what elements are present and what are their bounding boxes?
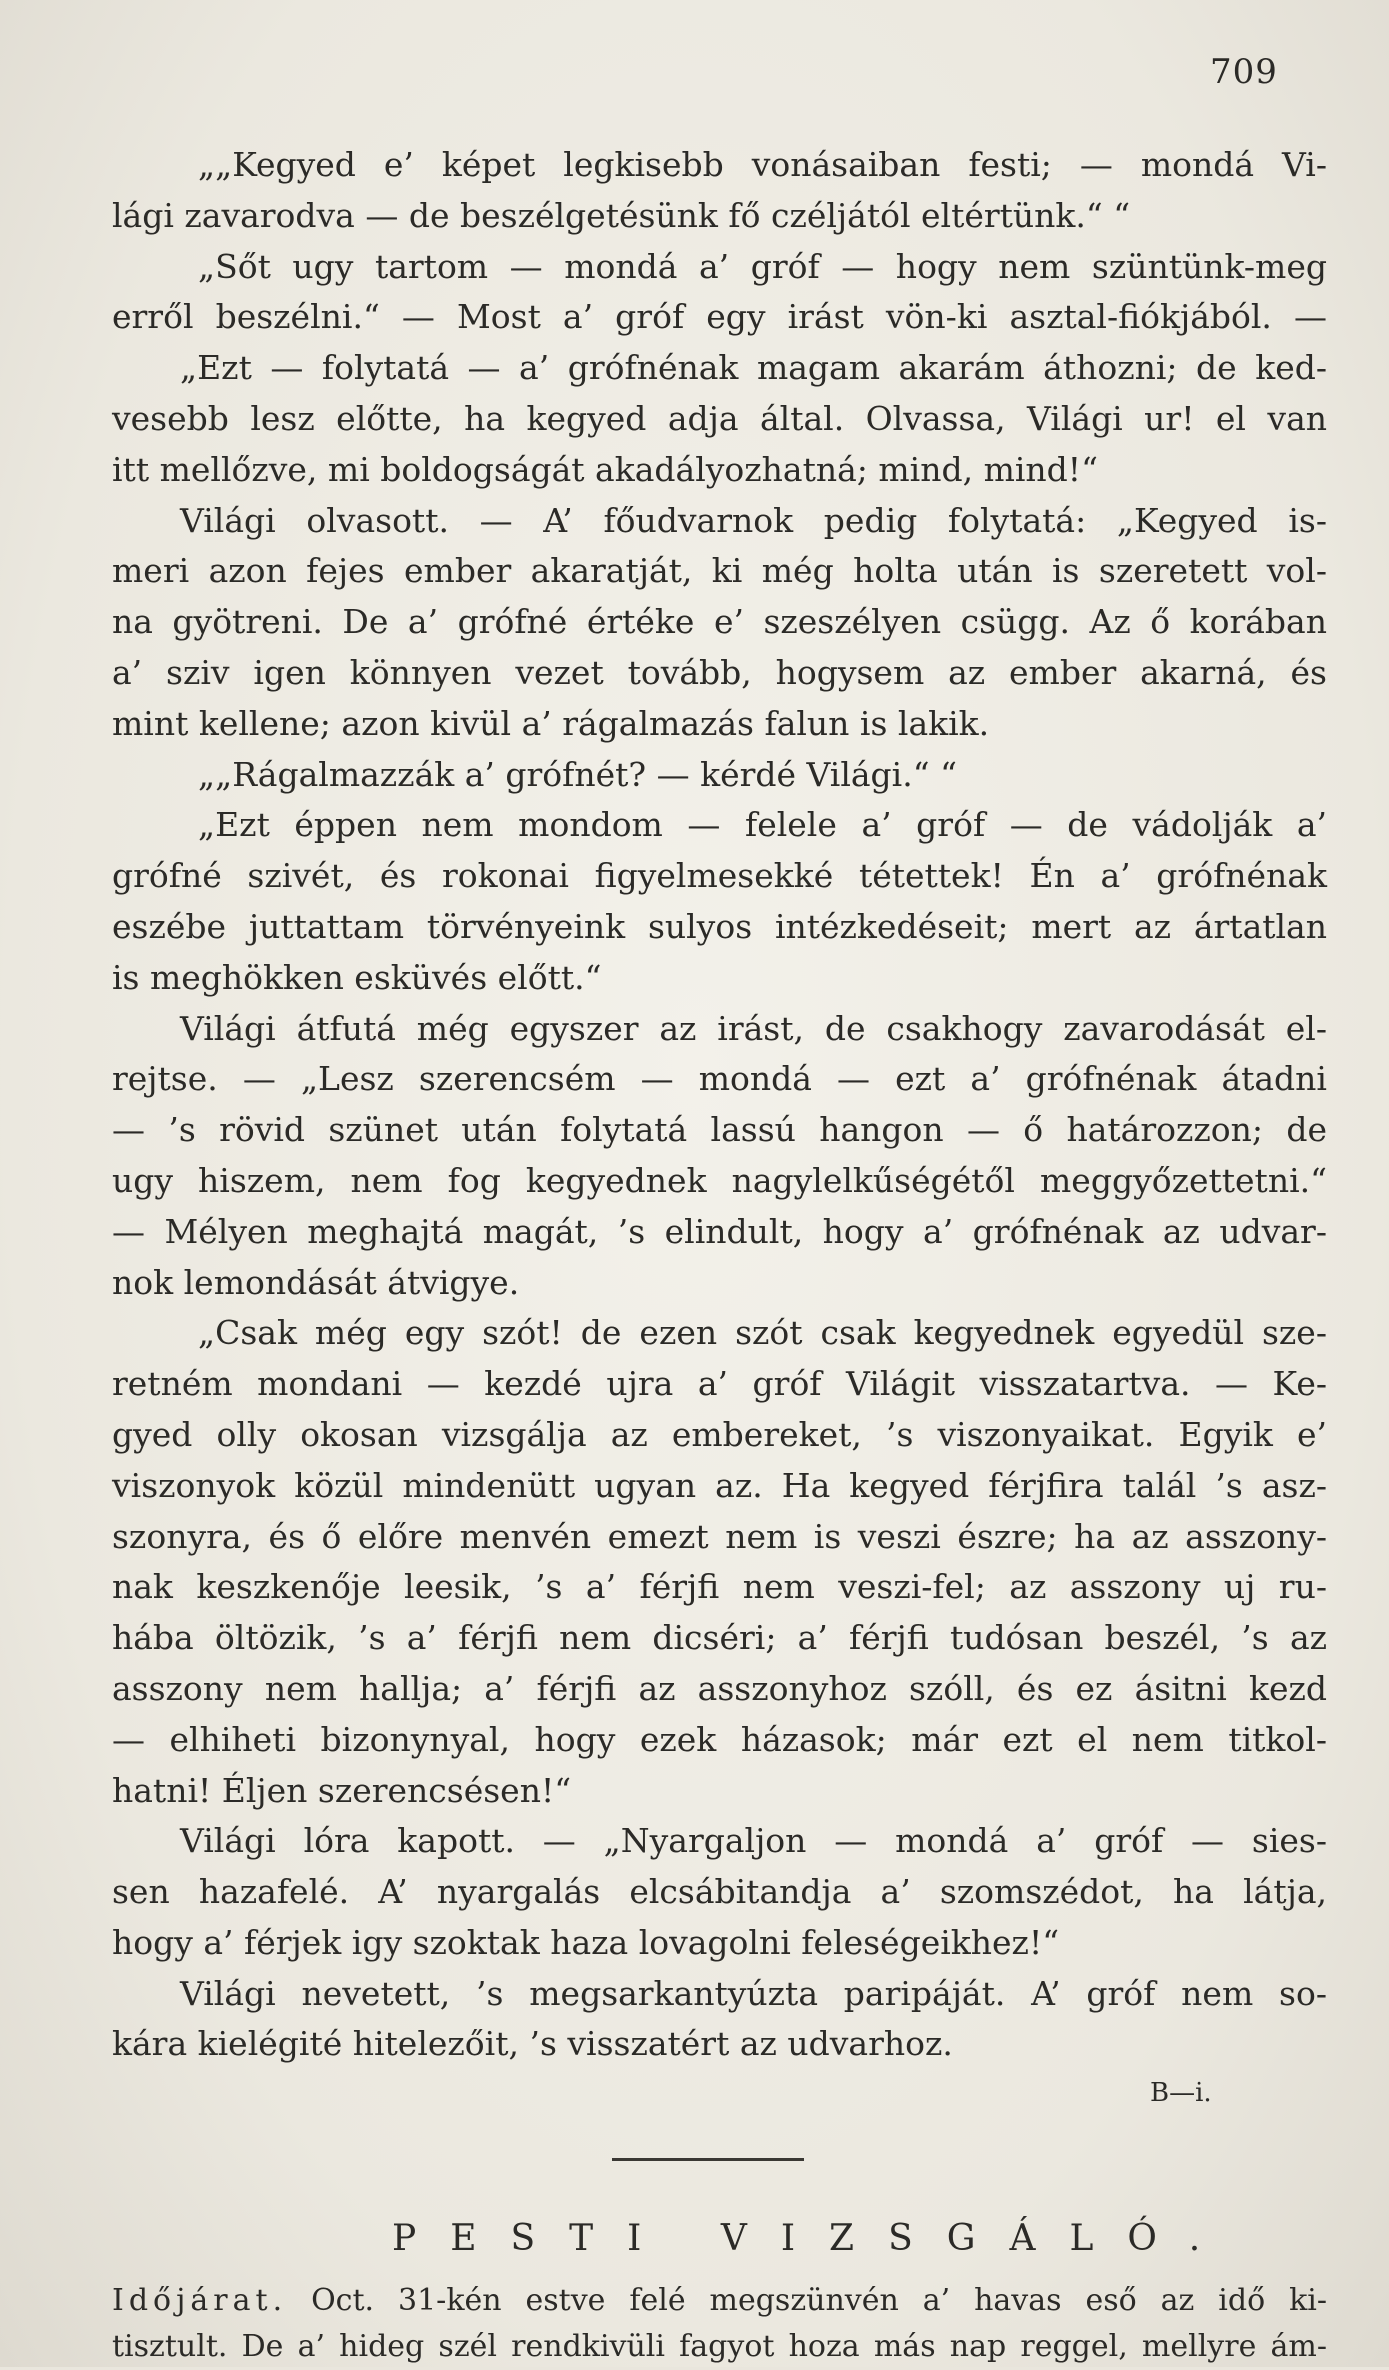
text-line: Világi nevetett, ’s megsarkantyúzta paripáját. A’ gróf nem so- [180,1973,1327,2013]
section-divider [612,2158,804,2161]
text-line: hába öltözik, ’s a’ férjfi nem dicséri; a’ férjfi tudósan beszél, ’s az [112,1618,1327,1658]
text-line: Világi átfutá még egyszer az irást, de csakhogy zavarodását el- [180,1008,1327,1048]
text-line: sen hazafelé. A’ nyargalás elcsábitandja a’ szomszédot, ha látja, [112,1872,1327,1912]
text-line: na gyötreni. De a’ grófné értéke e’ szeszélyen csügg. Az ő korában [112,602,1327,642]
text-line: kára kielégité hitelezőit, ’s visszatért az udvarhoz. [112,2024,953,2064]
text-line: — Mélyen meghajtá magát, ’s elindult, hogy a’ grófnénak az udvar- [112,1211,1327,1251]
text-line: „Ezt — folytatá — a’ grófnénak magam akarám áthozni; de ked- [180,348,1327,388]
section-text [112,2278,1327,2370]
text-line: gyed olly okosan vizsgálja az embereket, ’s viszonyaikat. Egyik e’ [112,1414,1327,1454]
text-line: a’ sziv igen könnyen vezet tovább, hogysem az ember akarná, és [112,652,1327,692]
text-line: — ’s rövid szünet után folytatá lassú hangon — ő határozzon; de [112,1110,1327,1150]
section-lead-text: Oct. 31-kén estve felé megszünvén a’ havas eső az idő ki- [311,2283,1327,2318]
text-line: Világi olvasott. — A’ főudvarnok pedig folytatá: „Kegyed is- [180,500,1327,540]
text-line: „„Kegyed e’ képet legkisebb vonásaiban festi; — mondá Vi- [198,145,1327,184]
text-line: lági zavarodva — de beszélgetésünk fő czéljától eltértünk.“ “ [112,195,1131,235]
text-line: meri azon fejes ember akaratját, ki még holta után is szeretett vol- [112,551,1327,591]
text-line: nok lemondását átvigye. [112,1262,520,1302]
text-line: grófné szivét, és rokonai figyelmesekké tétettek! Én a’ grófnénak [112,856,1327,896]
text-line: eszébe juttattam törvényeink sulyos intézkedéseit; mert az ártatlan [112,906,1327,946]
body-text [112,140,1327,2070]
text-line: „Csak még egy szót! de ezen szót csak kegyednek egyedül sze- [198,1313,1327,1353]
page-number: 709 [1210,52,1278,92]
text-line: „„Rágalmazzák a’ grófnét? — kérdé Világi.“ “ [198,754,957,794]
text-line: erről beszélni.“ — Most a’ gróf egy irást vön-ki asztal-fiókjából. — [112,297,1327,337]
text-line: rejtse. — „Lesz szerencsém — mondá — ezt a’ grófnénak átadni [112,1059,1327,1099]
text-line: mint kellene; azon kivül a’ rágalmazás falun is lakik. [112,703,990,743]
text-line: is meghökken esküvés előtt.“ [112,957,602,997]
text-line: retném mondani — kezdé ujra a’ gróf Világit visszatartva. — Ke- [112,1364,1327,1404]
text-line: asszony nem hallja; a’ férjfi az asszonyhoz szóll, és ez ásitni kezd [112,1668,1327,1708]
text-line: „Sőt ugy tartom — mondá a’ gróf — hogy nem szüntünk-meg [198,246,1327,286]
text-line: ugy hiszem, nem fog kegyednek nagylelkűségétől meggyőzettetni.“ [112,1160,1327,1200]
text-line: Világi lóra kapott. — „Nyargaljon — mondá a’ gróf — sies- [180,1821,1327,1861]
text-line: hatni! Éljen szerencsésen!“ [112,1770,572,1810]
author-signature: B—i. [1150,2078,1212,2108]
text-line: szonyra, és ő előre menvén emezt nem is veszi észre; ha az asszony- [112,1516,1327,1556]
section-title: PESTI VIZSGÁLÓ. [392,2218,1235,2259]
text-line: viszonyok közül mindenütt ugyan az. Ha kegyed férjfira talál ’s asz- [112,1465,1327,1505]
text-line: itt mellőzve, mi boldogságát akadályozhatná; mind, mind!“ [112,449,1098,489]
text-line: „Ezt éppen nem mondom — felele a’ gróf — de vádolják a’ [198,805,1327,845]
text-line: nak keszkenője leesik, ’s a’ férjfi nem veszi-fel; az asszony uj ru- [112,1567,1327,1607]
text-line [112,2278,1327,2324]
text-line: vesebb lesz előtte, ha kegyed adja által. Olvassa, Világi ur! el van [112,398,1327,438]
text-line: — elhiheti bizonynyal, hogy ezek házasok; már ezt el nem titkol- [112,1719,1327,1759]
text-line: hogy a’ férjek igy szoktak haza lovagolni feleségeikhez!“ [112,1922,1060,1962]
text-line: tisztult. De a’ hideg szél rendkivüli fagyot hoza más nap reggel, mellyre ám- [112,2329,1327,2364]
section-lead-label: Időjárat. [112,2283,288,2318]
